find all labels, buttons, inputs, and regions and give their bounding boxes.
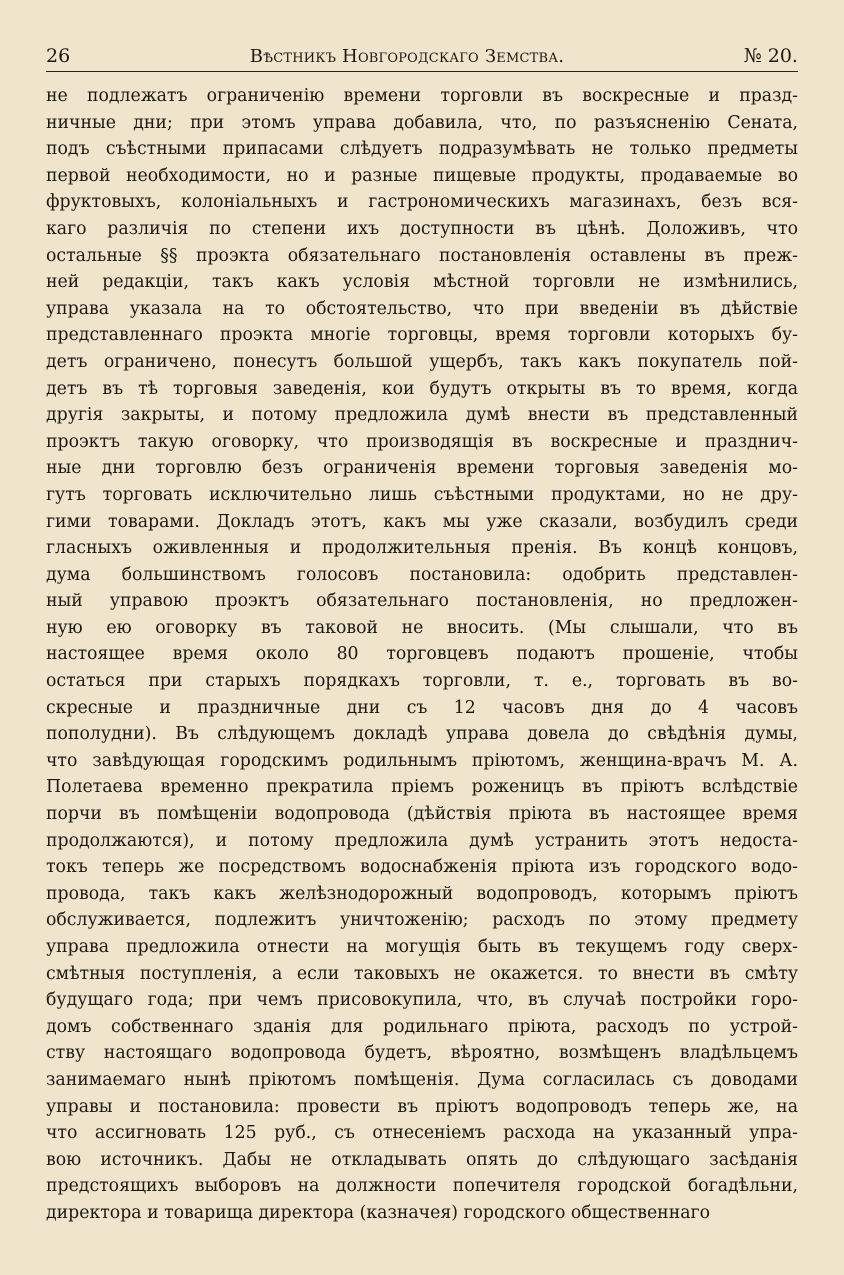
text-line: остальные §§ проэкта обязательнаго постановленія оставлены въ преж-	[46, 245, 798, 266]
text-line: будущаго года; при чемъ присовокупила, что, въ случаѣ постройки горо-	[46, 990, 798, 1011]
page-number: 26	[46, 45, 71, 67]
text-line: ней редакціи, такъ какъ условія мѣстной торговли не измѣнились,	[46, 272, 798, 293]
text-line: управа указала на то обстоятельство, что при введеніи въ дѣйствіе	[46, 298, 798, 319]
text-line: провода, такъ какъ желѣзнодорожный водопроводъ, которымъ пріютъ	[46, 883, 798, 904]
text-line: предстоящихъ выборовъ на должности попечителя городской богадѣльни,	[46, 1176, 798, 1197]
running-title: Вѣстникъ Новгородскаго Земства.	[249, 46, 565, 67]
text-line: не подлежатъ ограниченію времени торговли въ воскресные и празд-	[46, 86, 798, 106]
text-line: подъ съѣстными припасами слѣдуетъ подразумѣвать не только предметы	[46, 139, 798, 160]
text-line: гласныхъ оживленныя и продолжительныя пренія. Въ концѣ концовъ,	[46, 538, 798, 559]
text-line: продолжаются), и потому предложила думѣ устранить этотъ недоста-	[46, 830, 798, 851]
text-line: проэктъ такую оговорку, что производящія въ воскресные и празднич-	[46, 431, 798, 452]
text-line: обслуживается, подлежитъ уничтоженію; расходъ по этому предмету	[46, 910, 798, 931]
text-line: дума большинствомъ голосовъ постановила: одобрить представлен-	[46, 564, 798, 585]
text-line: каго различія по степени ихъ доступности въ цѣнѣ. Доложивъ, что	[46, 218, 798, 239]
text-line: гими товарами. Докладъ этотъ, какъ мы уже сказали, возбудилъ среди	[46, 511, 798, 532]
text-line: детъ въ тѣ торговыя заведенія, кои будутъ открыты въ то время, когда	[46, 378, 798, 399]
text-line: другія закрыты, и потому предложила думѣ внести въ представленный	[46, 405, 798, 426]
text-line: ный управою проэктъ обязательнаго постановленія, но предложен-	[46, 591, 798, 612]
page-header	[46, 32, 798, 66]
text-line: директора и товарища директора (казначея) городского общественнаго	[46, 1202, 710, 1223]
text-line: управы и постановила: провести въ пріютъ водопроводъ теперь же, на	[46, 1096, 798, 1117]
text-line: ничные дни; при этомъ управа добавила, что, по разъясненію Сената,	[46, 112, 798, 133]
text-line: Полетаева временно прекратила пріемъ роженицъ въ пріютъ вслѣдствіе	[46, 777, 798, 798]
text-line: представленнаго проэкта многіе торговцы, время торговли которыхъ бу-	[46, 325, 798, 346]
text-line: занимаемаго нынѣ пріютомъ помѣщенія. Дума согласилась съ доводами	[46, 1069, 798, 1090]
text-line: управа предложила отнести на могущія быть въ текущемъ году сверх-	[46, 937, 798, 957]
text-line: токъ теперь же посредствомъ водоснабженія пріюта изъ городского водо-	[46, 857, 798, 878]
issue-number: № 20.	[743, 45, 798, 67]
text-line: скресные и праздничные дни съ 12 часовъ дня до 4 часовъ	[46, 697, 798, 718]
text-line: ству настоящаго водопровода будетъ, вѣроятно, возмѣщенъ владѣльцемъ	[46, 1043, 798, 1064]
text-line: вою источникъ. Дабы не откладывать опять до слѣдующаго засѣданія	[46, 1149, 798, 1170]
text-line: ные дни торговлю безъ ограниченія времени торговыя заведенія мо-	[46, 458, 798, 479]
text-line: детъ ограничено, понесутъ большой ущербъ, такъ какъ покупатель пой-	[46, 351, 798, 372]
text-line: порчи въ помѣщеніи водопровода (дѣйствія пріюта въ настоящее время	[46, 804, 798, 825]
text-line: остаться при старыхъ порядкахъ торговли, т. е., торговать въ во-	[46, 671, 798, 692]
text-line: первой необходимости, но и разные пищевые продукты, продаваемые во	[46, 165, 798, 186]
text-line: что завѣдующая городскимъ родильнымъ пріютомъ, женщина-врачъ М. А.	[46, 750, 798, 771]
text-line: домъ собственнаго зданія для родильнаго пріюта, расходъ по устрой-	[46, 1016, 798, 1037]
text-line: ную ею оговорку въ таковой не вносить. (Мы слышали, что въ	[46, 617, 798, 638]
text-line: настоящее время около 80 торговцевъ подаютъ прошеніе, чтобы	[46, 644, 798, 665]
header-rule	[46, 71, 798, 72]
text-line: гутъ торговать исключительно лишь съѣстными продуктами, но не дру-	[46, 484, 798, 505]
text-line: пополудни). Въ слѣдующемъ докладѣ управа довела до свѣдѣнія думы,	[46, 724, 798, 745]
body-text	[46, 83, 798, 1227]
text-line: фруктовыхъ, колоніальныхъ и гастрономическихъ магазинахъ, безъ вся-	[46, 192, 798, 213]
text-line: смѣтныя поступленія, а если таковыхъ не окажется. то внести въ смѣту	[46, 963, 798, 984]
text-line: что ассигновать 125 руб., съ отнесеніемъ расхода на указанный упра-	[46, 1123, 798, 1144]
